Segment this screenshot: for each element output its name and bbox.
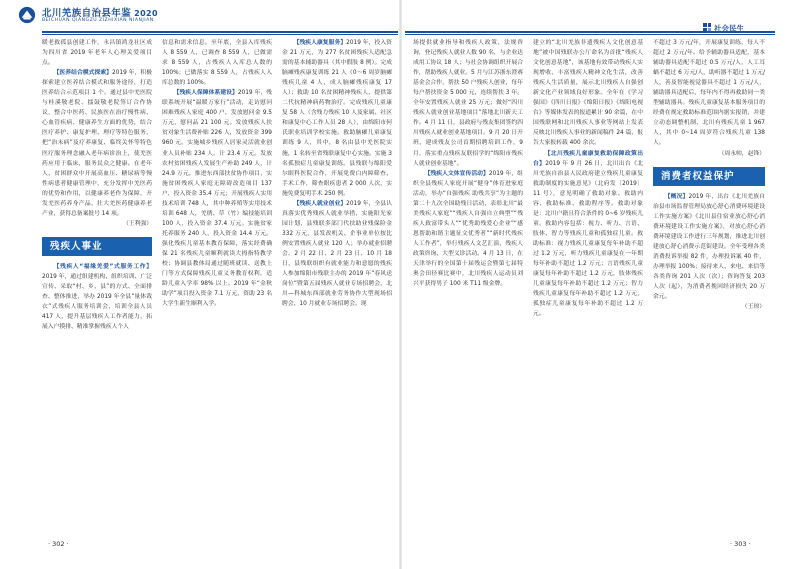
column-4 [413, 38, 523, 516]
entry-text: 2019 年，残联系统开展“温暖万家行”活动，走访慰问困难残疾人家庭 400 户，发放慰问金 9.5 万元，慰问品 21 100 元。发放残疾人扶贫对象生活费补贴 226 人，发放资金 399 960 元。实施城乡残疾人居家灵活就业创业人员补贴 234 人，计 23.4 万元。发放农村贫困残疾人发展生产补助 249 人，计 24.9 万元。推进东西部扶贫协作项目，实施贫困残疾人家庭无障碍改造项目 137 户，投入资金 35.4 万元；开展残疾人实用技术培训 748 人，其中种养殖等实用技术培训 648 人，羌绣、草（竹）编技能培训 100 人，投入资金 37.4 万元。实施贫家托养服务 240 人，投入资金 14.4 万元。强化残疾儿童基本教育保障，落实经费确保 21 名残疾儿童顺利就读大拇指特教学校；协调县教体局通过随班就读、送教上门等方式保障残疾儿童义务教育权利，适龄儿童入学率 98% 以上。2019 年“金秋助学”项目投入资金 7.1 万元，资助 23 名大学生新生顺利入学。 [162, 90, 272, 308]
column-5 [533, 38, 643, 516]
section-name: 社会民生 [714, 24, 744, 33]
county-emblem-icon [18, 6, 36, 24]
page-gutter [399, 0, 402, 569]
column-3 [282, 38, 392, 516]
author-signature: （王琼） [741, 304, 765, 311]
entry-heading: 【残疾人文体宣传活动】 [424, 170, 489, 177]
article-paragraph [533, 38, 643, 149]
entry-text: 暖老救孤县创建工作，永昌镇鸿龙社区成为四川省 2019 年老年人心理关爱项目点。 [42, 40, 152, 67]
entry-heading: 【医养结合模式探索】 [53, 70, 113, 77]
article-entry [42, 68, 152, 219]
entry-text: 2019 年，积极探索建立医养结合模式和服务途径，打造医养结合示范项目 1 个。通过县中羌医院与桂溪敬老院、擂鼓敬老院签订合作协议，整合中医药、民族医在治疗慢性病、心血管疾病、健康养生方面的优势，结合医疗养护、康复护理、理疗等特色服务，把“治未病”及疗养康复、临终关怀等特色医疗服务理念融入老年病诊治上，使羌医药应用于临床，服务民众之健康。在老年人、贫困群众中开展高血压、糖尿病等慢性病患者健康管理中，充分发挥中羌医药的优势和作用，以健康养老作为保障，开发羌医药养身产品、壮大羌医药健康养老产业，获得总备案批号 14 项。 [42, 70, 152, 217]
article-entry [282, 199, 392, 310]
header-rule-left [42, 31, 398, 33]
yearbook-subtitle: BEICHUAN QIANGZU ZIZHIXIAN NIANJIAN [42, 18, 154, 23]
section-banner: 消费者权益保护 [653, 167, 765, 186]
entry-heading: 【北川残疾儿童康复救助保障政策出台】 [533, 150, 643, 167]
article-entry [282, 38, 392, 199]
entry-heading: 【残疾人康复服务】 [293, 40, 347, 46]
header-rule-left-thin [42, 34, 398, 35]
column-1 [42, 38, 152, 516]
entry-heading: 【概况】 [664, 193, 689, 200]
article-paragraph [653, 38, 765, 149]
author-signature: （王利强） [123, 220, 152, 227]
article-entry [533, 149, 643, 320]
article-entry [413, 169, 523, 290]
entry-text: 建立的“北川羌族非遗残疾人文化创意基地”被中国残联办公厅命名为首批“残疾人文化创意基地”，该基地有效带动残疾人实现增收、丰富残疾人精神文化生活，改善残疾人生活质量，展示北川残疾人自强创新文化产业领域良好形象。全年在《学习强国》《四川日报》《绵阳日报》《绵阳电视台》等媒体发表的报道累计 90 余篇，在中国残联网和北川残疾人事业等网站上发表反映北川残疾人事业的新闻稿件 24 篇，报告大家报转载 400 余次。 [533, 40, 643, 147]
section-banner: 残疾人事业 [42, 237, 152, 256]
yearbook-header [10, 5, 390, 31]
entry-text: 2019 年，全县认真落实优秀残疾人就业举措，实施阳光家园计划，县残联多部门代扶助业残保险金 332 万元，县发改机关、企事业单位按比例安置残疾人就业 120 人；举办就业招聘会，2 月 22 日、2 月 23 日、10 月 18 日，县残联组织有就业能力和意愿的残疾人参加绵阳市残联主办的 2019 年“春风送岗位”暨第五届残疾人就业专场招聘会，北川—科城东西部就业劳务协作大型现场招聘会、10 月就业专场招聘会。现 [282, 200, 392, 308]
entry-text: 2019 年，出台《北川羌族自治县市场监督管理局放心舒心消费环境建设工作实施方案》《北川县住宿业放心舒心消费环境建设工作实施方案》，对放心舒心消费环境建设工作进行三年规划，推进北川创建放心舒心消费示范街建设。全年受理各类消费投诉举报 82 件，办理投诉案 40 件，办理举报 100%；接待来人、来电、来信等各类咨询 201 人次（次）；咨询答复 203 人次（起），为消费者挽回经济损失 20 万余元。 [653, 193, 765, 301]
article-paragraph [162, 38, 272, 88]
header-rule-right-thin [405, 34, 775, 35]
column-6 [653, 38, 765, 516]
entry-text: 场提供就业指导和残疾人政策、法规咨询，登记残疾人就业人数 90 名，与企业达成用工协议 18 人；与社会协调组织开展合作，帮助残疾人就业。5 月与江苏浙东澄赛基金会合作，帮扶 50 户残疾人创业，每年每户帮扶资金 5 000 元，连续帮扶 3 年。全年安置残疾人就业 25 万元；做好“四川残疾人就业创业基地项目”落地北川新天工作。4 月 11 日，县政府与残友集团签约四川残疾人就业创业基地项目。9 月 20 日开班，建成残友公司首期招聘培训工作，9 月，落实重点残疾友联招学的“绵阳市残疾人就业创业基地”。 [413, 40, 523, 167]
column-2 [162, 38, 272, 516]
article-paragraph [42, 38, 152, 68]
entry-text: 不超过 3 万元/年，开展康复训练，每人不超过 2 万元/年。给予辅助器具适配，基本辅助器具适配不超过 0.5 万元/人，人工耳蜗不超过 6 万元/人，助听器不超过 1 万元/人，善及智能视觉器具不超过 1 万元/人，辅助器具适配后，每年内不得再救助同一类型辅助器具。残疾儿童康复基本服务项目的经费在规定救助标准范围内据实报销，并建立动态调整机制，北川有残疾儿童 1 967 人，其中 0~14 周岁符合残疾儿童 138 人。 [653, 40, 765, 147]
article-entry [162, 88, 272, 309]
article-entry [653, 192, 765, 303]
entry-text: 2019 年，投入资金 21 万元，为 277 名贫困残疾人适配急需的基本辅助器具（其中假肢 8 例）。完成脑瘫残疾康复训练 21 人（0～6 周岁脑瘫残疾儿童 4 人，成人脑瘫残疾康复 17 人）；救助 10 名贫困精神残疾人，提供第二代抗精神病药物治疗。完成残疾儿童康复 58 人（含残力残疾 10 人及家属、社区和康复中心工作人员 28 人），由绵阳市何氏职业培训学校实施。救助脑瘫儿童康复训练 9 人，其中，8 名由县中羌医院实施，1 名转至省残联康复中心实施。实施 3 名孤独症儿童康复训练。县残联与绵阳爱尔眼科医院合作，开展免费白内障筛查、手术工作，筛查眼疾患者 2 000 人次，实施免费复明手术 250 例。 [282, 40, 392, 197]
entry-text: 2019 年 9 月 26 日，北川出台《北川羌族自治县人民政府建立残疾儿童康复救助制度的实施意见》（北府发〔2019〕11 号），意见明确了救助对象、救助内容、救助标准、救助程序等。救助对象是：北川户籍且符合条件的 0~6 岁残疾儿童。救助内容包括：视力、听力、言语、肢体、智力等残疾儿童和孤独症儿童。救助标准：视力残疾儿童康复每年补助不超过 1.2 万元，听力残疾儿童康复在一年期每年补助不超过 1.2 万元；言语残疾儿童康复每年补助不超过 1.2 万元，肢体残疾儿童康复每年补助不超过 1.2 万元；智力残疾儿童康复每年补助不超过 1.2 万元，孤独症儿童康复每年补助不超过 1.2 万元。 [533, 160, 643, 318]
yearbook-title: 北川羌族自治县年鉴 2020 [42, 8, 158, 19]
page-number-right: · 303 · [730, 540, 751, 548]
section-squares-icon [703, 23, 711, 31]
yearbook-year: 2020 [134, 9, 158, 18]
entry-text: 2019 年，组织全县残疾人家庭开展“健身”体育进家庭活动，举办“自强残疾 助残共享”为主题的第二十九次全国助残日活动，表彰北川“最美残疾人家庭”“残疾人自强自立典型”“残疾人致富带头人”“优秀助残爱心企业”“感恩帮助和谐主题征文优秀者”“新时代残疾人工作者”，举行残疾人文艺汇演，残疾人政策咨询、大型义诊活动。4 月 13 日，在天津举行的全国第十届残运会暨第七届特奥会田径赛比赛中，北川残疾人运动员刘兴平获得男子 100 米 T11 级金牌。 [413, 170, 523, 288]
entry-text: 信息和需求信息。至年底，全县入库残疾人 8 559 人，已调查 8 559 人，已做需求 8 559 人，占残疾人入库总人数的 100%；已做落实 8 559 人，占残疾人入库总数的 100%。 [162, 40, 272, 87]
page-number-left: · 302 · [48, 540, 69, 548]
entry-heading: 【残疾人保障体系建设】 [173, 90, 238, 97]
entry-heading: 【残疾人“福缘羌爱”式服务工作】 [53, 263, 152, 270]
author-signature: （周永帅，赵锋） [718, 150, 765, 157]
entry-text: 2019 年，通过组建机构、组织培训、广泛宣传、采取“村、乡、县”的方式、全面排查、整体推进，举办 2019 年全县“量体裁衣”式残疾人服务培训会，培训全县人员 417 人，提升基层残疾人工作者能力，拓展入户摸排、精准掌握残疾人个人 [42, 273, 152, 331]
article-entry [42, 262, 152, 332]
entry-heading: 【残疾人就业创业】 [293, 200, 347, 207]
article-paragraph [413, 38, 523, 169]
